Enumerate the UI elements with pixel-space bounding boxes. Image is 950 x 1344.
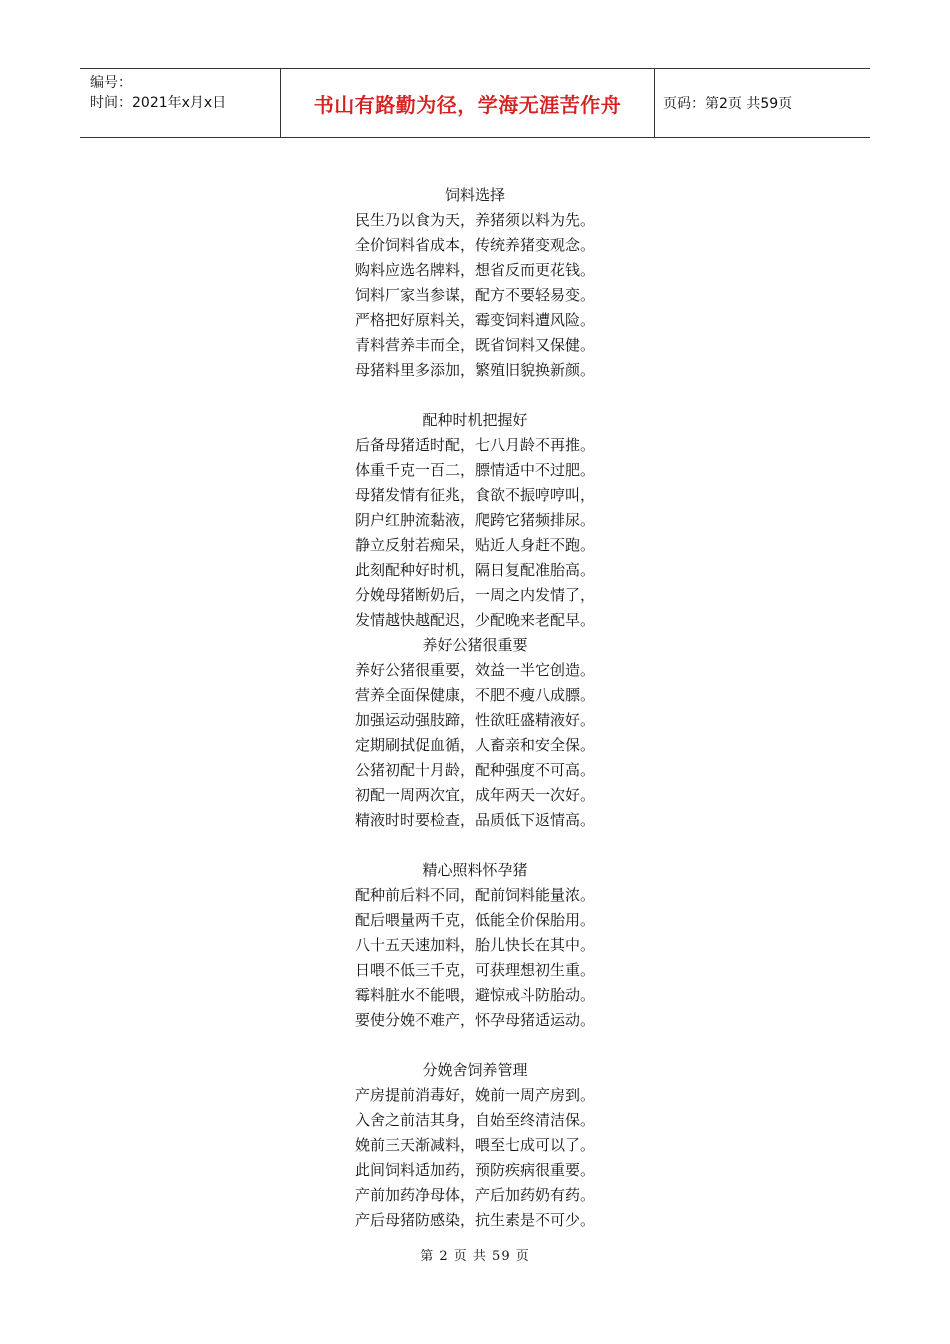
page-footer: 第 2 页 共 59 页 (420, 1249, 530, 1264)
poem-line: 霉料脏水不能喂，避惊戒斗防胎动。 (354, 986, 595, 1004)
poem-line: 此间饲料适加药，预防疾病很重要。 (354, 1161, 595, 1179)
poem-line: 公猪初配十月龄，配种强度不可高。 (354, 761, 595, 779)
poem-line: 民生乃以食为天，养猪须以料为先。 (354, 211, 595, 229)
poem-line: 全价饲料省成本，传统养猪变观念。 (354, 236, 595, 254)
poem-line: 产后母猪防感染，抗生素是不可少。 (354, 1211, 595, 1229)
poem-line: 青料营养丰而全，既省饲料又保健。 (354, 336, 595, 354)
section-gap (300, 1033, 650, 1058)
poem-line: 配种前后料不同，配前饲料能量浓。 (354, 886, 595, 904)
section-title: 养好公猪很重要 (422, 636, 528, 654)
page-label: 页码：第2页 共59页 (663, 96, 793, 112)
poem-line: 配后喂量两千克，低能全价保胎用。 (354, 911, 595, 929)
section-title: 饲料选择 (444, 186, 505, 204)
section-title: 配种时机把握好 (422, 411, 528, 429)
poem-line: 加强运动强肢蹄，性欲旺盛精液好。 (354, 711, 595, 729)
poem-line: 购料应选名牌料，想省反而更花钱。 (354, 261, 595, 279)
poem-line: 定期刷拭促血循，人畜亲和安全保。 (354, 736, 595, 754)
poem-line: 精液时时要检查，品质低下返情高。 (354, 811, 595, 829)
poem-line: 发情越快越配迟，少配晚来老配早。 (354, 611, 595, 629)
header-page-cell (655, 69, 870, 137)
document-header (80, 68, 870, 138)
poem-line: 初配一周两次宜，成年两天一次好。 (354, 786, 595, 804)
poem-line: 阴户红肿流黏液，爬跨它猪频排尿。 (354, 511, 595, 529)
section-title: 精心照料怀孕猪 (422, 861, 528, 879)
poem-line: 体重千克一百二，膘情适中不过肥。 (354, 461, 595, 479)
poem-line: 静立反射若痴呆，贴近人身赶不跑。 (354, 536, 595, 554)
poem-line: 分娩母猪断奶后，一周之内发情了， (354, 586, 595, 604)
time-label: 时间：2021年x月x日 (90, 95, 227, 111)
poem-line: 娩前三天渐减料，喂至七成可以了。 (354, 1136, 595, 1154)
poem-line: 八十五天速加料，胎儿快长在其中。 (354, 936, 595, 954)
poem-line: 母猪发情有征兆，食欲不振哼哼叫， (354, 486, 595, 504)
poem-line: 日喂不低三千克，可获理想初生重。 (354, 961, 595, 979)
motto: 书山有路勤为径，学海无涯苦作舟 (313, 92, 622, 117)
poem-content (300, 183, 650, 1233)
header-meta (80, 69, 281, 137)
poem-line: 要使分娩不难产，怀孕母猪适运动。 (354, 1011, 595, 1029)
poem-line: 后备母猪适时配，七八月龄不再推。 (354, 436, 595, 454)
number-label: 编号： (90, 75, 132, 91)
poem-line: 饲料厂家当参谋，配方不要轻易变。 (354, 286, 595, 304)
section-title: 分娩舍饲养管理 (422, 1061, 528, 1079)
section-gap (300, 383, 650, 408)
poem-line: 养好公猪很重要，效益一半它创造。 (354, 661, 595, 679)
poem-line: 产房提前消毒好，娩前一周产房到。 (354, 1086, 595, 1104)
section-gap (300, 833, 650, 858)
poem-line: 母猪料里多添加，繁殖旧貌换新颜。 (354, 361, 595, 379)
poem-line: 入舍之前洁其身，自始至终清洁保。 (354, 1111, 595, 1129)
header-motto-cell (281, 69, 655, 137)
poem-line: 严格把好原料关，霉变饲料遭风险。 (354, 311, 595, 329)
poem-line: 此刻配种好时机，隔日复配准胎高。 (354, 561, 595, 579)
poem-line: 产前加药净母体，产后加药奶有药。 (354, 1186, 595, 1204)
poem-line: 营养全面保健康，不肥不瘦八成膘。 (354, 686, 595, 704)
